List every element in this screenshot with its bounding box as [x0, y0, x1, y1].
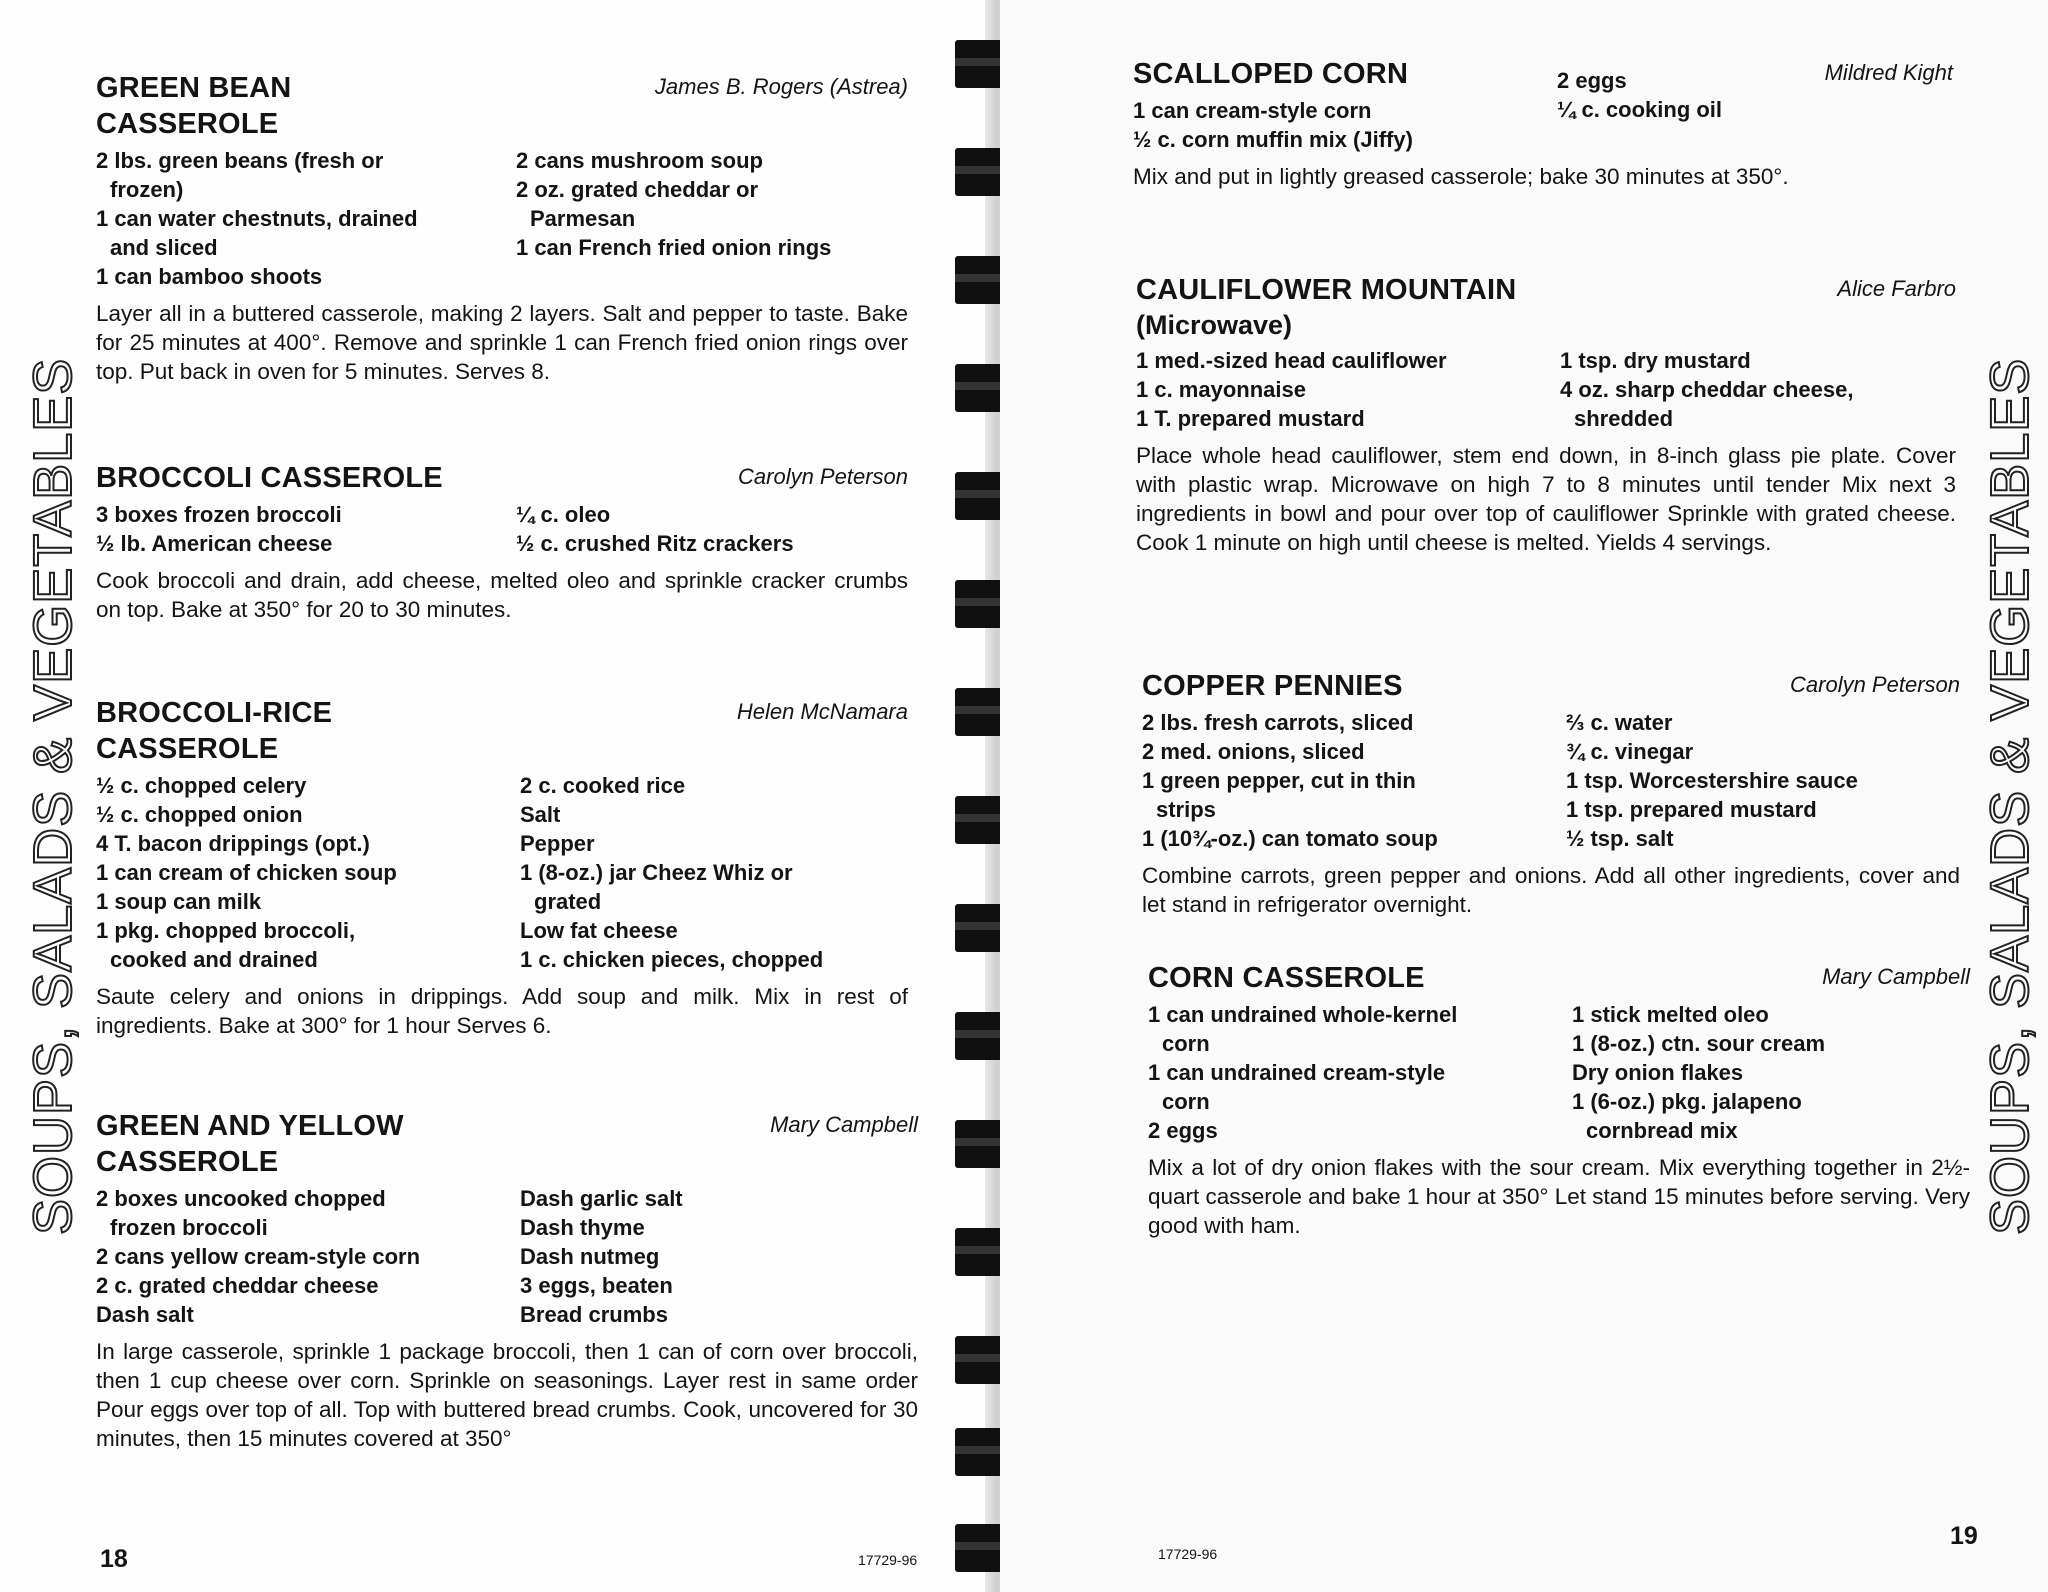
- recipe-cauliflower-mountain: [1136, 272, 1956, 557]
- ingredient: ½ tsp. salt: [1566, 826, 1674, 851]
- ingredient: 4 T. bacon drippings (opt.): [96, 831, 370, 856]
- recipe-author: Helen McNamara: [736, 699, 908, 724]
- ingredient: and sliced: [110, 235, 218, 260]
- ingredients-left: [1133, 96, 1557, 154]
- ingredient: 2 eggs: [1557, 68, 1627, 93]
- recipe-author: Carolyn Peterson: [1790, 672, 1960, 697]
- ingredient: ½ c. chopped onion: [96, 802, 303, 827]
- ingredient: ½ c. corn muffin mix (Jiffy): [1133, 127, 1413, 152]
- ingredient: cornbread mix: [1586, 1118, 1738, 1143]
- ingredient: Salt: [520, 802, 561, 827]
- page-number: 18: [100, 1545, 128, 1573]
- recipe-title-line: CAULIFLOWER MOUNTAIN: [1136, 274, 1517, 306]
- ingredient: ¼ c. cooking oil: [1557, 97, 1723, 122]
- ingredient: 1 (8-oz.) ctn. sour cream: [1572, 1031, 1826, 1056]
- ingredient: grated: [534, 889, 602, 914]
- left-page: [0, 0, 985, 1592]
- recipe-instructions: Layer all in a buttered casserole, making 2 layers. Salt and pepper to taste. Bake for 25 minutes at 400°. Remove and sprinkle 1 can French fried onion rings over top. Put back in oven for 5 minutes. Serves 8.: [96, 301, 908, 384]
- ingredients-right: [1566, 708, 1858, 853]
- ingredient: 3 eggs, beaten: [520, 1273, 673, 1298]
- ingredient: Low fat cheese: [520, 918, 678, 943]
- recipe-instructions: In large casserole, sprinkle 1 package broccoli, then 1 can of corn over broccoli, then 1 cup cheese over corn. Sprinkle on seasonings. Layer rest in same order Pour eggs over top of all. Top with buttered bread crumbs. Cook, uncovered for 30 minutes, then 15 minutes covered at 350°: [96, 1339, 918, 1451]
- ingredient: ¼ c. oleo: [516, 502, 611, 527]
- ingredients-right: [520, 1184, 683, 1329]
- ingredients-right: [1572, 1000, 1825, 1145]
- recipe-author: Mildred Kight: [1824, 60, 1953, 85]
- ingredients-right: [516, 146, 831, 291]
- ingredient: corn: [1162, 1089, 1210, 1114]
- ingredient: frozen): [110, 177, 184, 202]
- recipe-instructions: Saute celery and onions in drippings. Add soup and milk. Mix in rest of ingredients. Bake at 300° for 1 hour Serves 6.: [96, 984, 908, 1038]
- right-section-title: SOUPS, SALADS & VEGETABLES: [1980, 357, 2040, 1235]
- recipe-corn-casserole: [1148, 960, 1970, 1240]
- recipe-green-bean-casserole: [96, 70, 908, 386]
- ingredient: Parmesan: [530, 206, 636, 231]
- ingredient: 1 green pepper, cut in thin: [1142, 768, 1416, 793]
- recipe-title-line: COPPER PENNIES: [1142, 670, 1403, 702]
- ingredient: ¾ c. vinegar: [1566, 739, 1694, 764]
- ingredient: 2 cans yellow cream-style corn: [96, 1244, 421, 1269]
- ingredient: Bread crumbs: [520, 1302, 668, 1327]
- ingredients-right: [520, 771, 823, 974]
- recipe-broccoli-rice-casserole: [96, 695, 908, 1040]
- ingredient: 1 (8-oz.) jar Cheez Whiz or: [520, 860, 793, 885]
- ingredient: 1 can bamboo shoots: [96, 264, 323, 289]
- recipe-author: James B. Rogers (Astrea): [654, 74, 908, 99]
- ingredient: frozen broccoli: [110, 1215, 268, 1240]
- ingredient: 4 oz. sharp cheddar cheese,: [1560, 377, 1854, 402]
- ingredient: Pepper: [520, 831, 595, 856]
- ingredient: 1 can undrained cream-style: [1148, 1060, 1446, 1085]
- ingredient: 1 c. mayonnaise: [1136, 377, 1306, 402]
- ingredients-left: [1136, 346, 1560, 433]
- ingredient: 2 cans mushroom soup: [516, 148, 763, 173]
- ingredients-left: [96, 500, 516, 558]
- ingredient: 2 c. cooked rice: [520, 773, 686, 798]
- ingredient: Dash garlic salt: [520, 1186, 683, 1211]
- recipe-scalloped-corn: [1133, 56, 1953, 191]
- ingredient: 1 can French fried onion rings: [516, 235, 832, 260]
- ingredient: 3 boxes frozen broccoli: [96, 502, 342, 527]
- recipe-title-line: CORN CASSEROLE: [1148, 962, 1425, 994]
- recipe-copper-pennies: [1142, 668, 1960, 919]
- ingredients-left: [1142, 708, 1566, 853]
- recipe-title-line: BROCCOLI CASSEROLE: [96, 462, 443, 494]
- ingredient: 1 tsp. prepared mustard: [1566, 797, 1817, 822]
- recipe-instructions: Place whole head cauliflower, stem end down, in 8-inch glass pie plate. Cover with plastic wrap. Microwave on high 7 to 8 minutes until tender Mix next 3 ingredients in bowl and pour over top of cauliflower Sprinkle with grated cheese. Cook 1 minute on high until cheese is melted. Yields 4 servings.: [1136, 443, 1956, 555]
- recipe-instructions: Combine carrots, green pepper and onions. Add all other ingredients, cover and let stand in refrigerator overnight.: [1142, 863, 1960, 917]
- ingredients-right: [1560, 346, 1853, 433]
- ingredient: 1 med.-sized head cauliflower: [1136, 348, 1447, 373]
- ingredients-left: [96, 146, 516, 291]
- ingredient: 1 pkg. chopped broccoli,: [96, 918, 356, 943]
- ingredient: 2 c. grated cheddar cheese: [96, 1273, 379, 1298]
- recipe-green-and-yellow-casserole: [96, 1108, 918, 1453]
- print-code: 17729-96: [858, 1552, 918, 1568]
- ingredients-left: [1148, 1000, 1572, 1145]
- ingredient: ⅔ c. water: [1566, 710, 1673, 735]
- ingredient: Dash nutmeg: [520, 1244, 660, 1269]
- ingredient: 1 soup can milk: [96, 889, 262, 914]
- ingredient: 1 (6-oz.) pkg. jalapeno: [1572, 1089, 1802, 1114]
- recipe-title-line: GREEN BEAN: [96, 72, 292, 104]
- ingredient: 1 can cream of chicken soup: [96, 860, 397, 885]
- print-code: 17729-96: [1158, 1546, 1218, 1562]
- recipe-instructions: Mix and put in lightly greased casserole; bake 30 minutes at 350°.: [1133, 164, 1789, 189]
- ingredient: ½ lb. American cheese: [96, 531, 333, 556]
- ingredient: 1 stick melted oleo: [1572, 1002, 1769, 1027]
- recipe-author: Mary Campbell: [1822, 964, 1970, 989]
- ingredient: 1 (10¾-oz.) can tomato soup: [1142, 826, 1438, 851]
- ingredients-left: [96, 771, 520, 974]
- ingredient: 2 med. onions, sliced: [1142, 739, 1365, 764]
- right-page: [1000, 0, 2048, 1592]
- ingredient: Dash salt: [96, 1302, 194, 1327]
- page-number: 19: [1950, 1522, 1978, 1550]
- recipe-title-line: SCALLOPED CORN: [1133, 58, 1409, 90]
- recipe-title-line: CASSEROLE: [96, 108, 279, 140]
- ingredient: corn: [1162, 1031, 1210, 1056]
- ingredient: strips: [1156, 797, 1216, 822]
- ingredient: 1 can cream-style corn: [1133, 98, 1372, 123]
- ingredients-left: [96, 1184, 520, 1329]
- recipe-broccoli-casserole: [96, 460, 908, 624]
- ingredient: Dry onion flakes: [1572, 1060, 1744, 1085]
- ingredient: 2 lbs. green beans (fresh or: [96, 148, 384, 173]
- ingredients-right: [516, 500, 794, 558]
- recipe-author: Mary Campbell: [770, 1112, 918, 1137]
- ingredient: 2 eggs: [1148, 1118, 1218, 1143]
- ingredient: 2 boxes uncooked chopped: [96, 1186, 386, 1211]
- ingredient: 1 tsp. Worcestershire sauce: [1566, 768, 1858, 793]
- recipe-instructions: Mix a lot of dry onion flakes with the sour cream. Mix everything together in 2½-quart casserole and bake 1 hour at 350° Let stand 15 minutes before serving. Very good with ham.: [1148, 1155, 1971, 1238]
- ingredient: 1 can water chestnuts, drained: [96, 206, 418, 231]
- ingredient: cooked and drained: [110, 947, 318, 972]
- recipe-instructions: Cook broccoli and drain, add cheese, melted oleo and sprinkle cracker crumbs on top. Bake at 350° for 20 to 30 minutes.: [96, 568, 908, 622]
- ingredient: 2 lbs. fresh carrots, sliced: [1142, 710, 1414, 735]
- ingredient: shredded: [1574, 406, 1674, 431]
- recipe-subtitle: (Microwave): [1136, 310, 1293, 340]
- ingredient: 1 tsp. dry mustard: [1560, 348, 1751, 373]
- ingredient: Dash thyme: [520, 1215, 645, 1240]
- left-section-title: SOUPS, SALADS & VEGETABLES: [23, 357, 83, 1235]
- recipe-title-line: CASSEROLE: [96, 1146, 279, 1178]
- ingredient: 2 oz. grated cheddar or: [516, 177, 759, 202]
- ingredient: 1 T. prepared mustard: [1136, 406, 1365, 431]
- recipe-title-line: GREEN AND YELLOW: [96, 1110, 404, 1142]
- recipe-author: Carolyn Peterson: [738, 464, 908, 489]
- ingredient: 1 can undrained whole-kernel: [1148, 1002, 1458, 1027]
- recipe-title-line: BROCCOLI-RICE: [96, 697, 333, 729]
- recipe-title-line: CASSEROLE: [96, 733, 279, 765]
- ingredient: 1 c. chicken pieces, chopped: [520, 947, 824, 972]
- recipe-author: Alice Farbro: [1837, 276, 1956, 301]
- ingredient: ½ c. crushed Ritz crackers: [516, 531, 794, 556]
- ingredient: ½ c. chopped celery: [96, 773, 307, 798]
